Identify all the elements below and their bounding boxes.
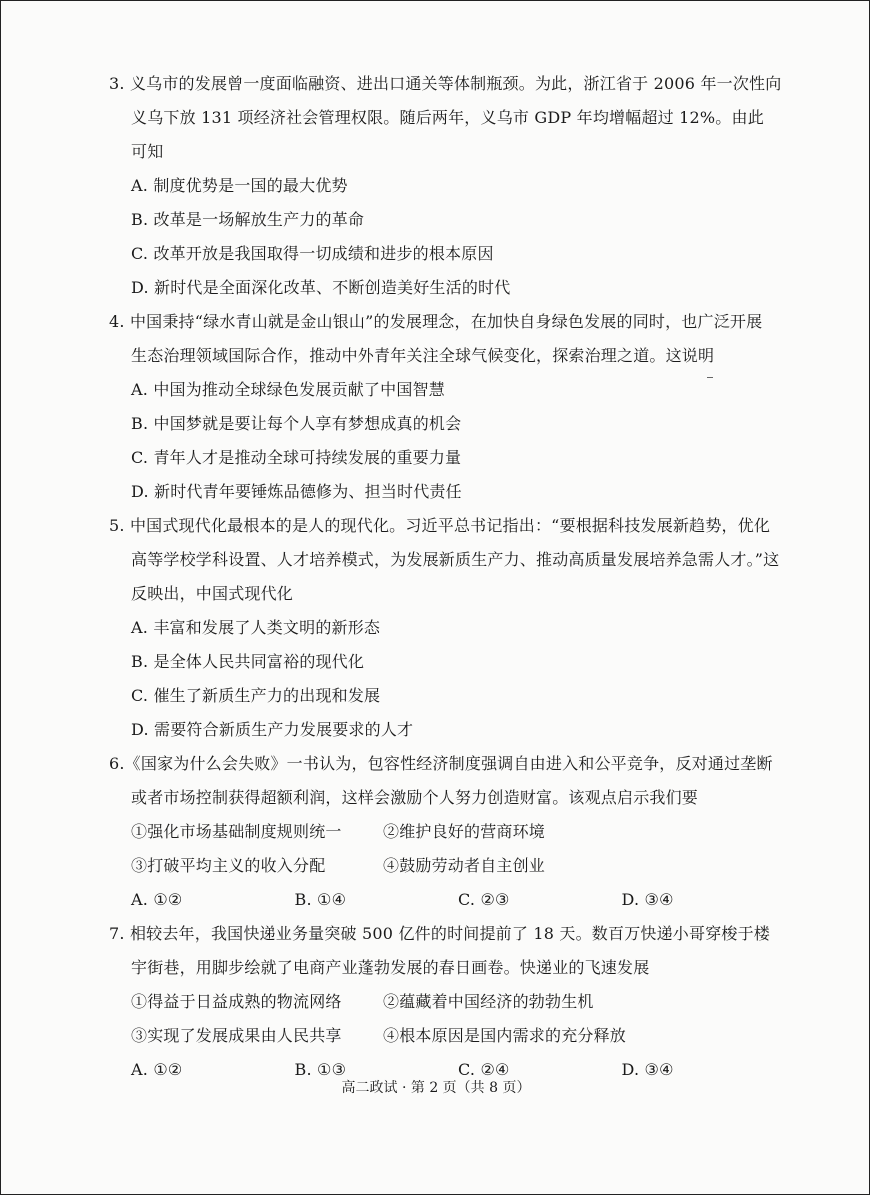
question-stem-line: 高等学校学科设置、人才培养模式，为发展新质生产力、推动高质量发展培养急需人才。”这: [131, 550, 780, 569]
choice-row: [109, 883, 785, 917]
choice-c: C. ②③: [458, 890, 510, 909]
page-footer: 高二政试 · 第 2 页（共 8 页）: [341, 1080, 531, 1096]
question-3: [109, 67, 785, 305]
statement-1: ①强化市场基础制度规则统一: [131, 822, 342, 841]
question-stem-line: 或者市场控制获得超额利润，这样会激励个人努力创造财富。该观点启示我们要: [131, 788, 699, 807]
statement-3: ③打破平均主义的收入分配: [131, 856, 326, 875]
question-stem-line: 生态治理领域国际合作，推动中外青年关注全球气候变化，探索治理之道。这说明: [131, 346, 715, 365]
choice-d: D. ③④: [621, 1060, 674, 1079]
statement-4: ④根本原因是国内需求的充分释放: [383, 1026, 627, 1045]
choice-b: B. ①③: [294, 1060, 347, 1079]
option-c: C. 改革开放是我国取得一切成绩和进步的根本原因: [131, 244, 494, 263]
question-5: [109, 509, 785, 747]
statement-row: [109, 849, 785, 883]
statement-1: ①得益于日益成熟的物流网络: [131, 992, 342, 1011]
statement-row: [109, 815, 785, 849]
option-d: D. 新时代青年要锤炼品德修为、担当时代责任: [131, 482, 462, 501]
statement-row: [109, 1019, 785, 1053]
question-6: [109, 747, 785, 917]
question-stem-line: 7. 相较去年，我国快递业务量突破 500 亿件的时间提前了 18 天。数百万快递小哥穿梭于楼: [109, 924, 770, 943]
option-b: B. 改革是一场解放生产力的革命: [131, 210, 365, 229]
option-c: C. 催生了新质生产力的出现和发展: [131, 686, 381, 705]
choice-a: A. ①②: [131, 1060, 183, 1079]
scan-mark: [707, 377, 713, 378]
option-a: A. 制度优势是一国的最大优势: [131, 176, 348, 195]
question-stem-line: 4. 中国秉持“绿水青山就是金山银山”的发展理念，在加快自身绿色发展的同时，也广泛开展: [109, 312, 763, 331]
option-d: D. 新时代是全面深化改革、不断创造美好生活的时代: [131, 278, 511, 297]
choice-d: D. ③④: [621, 890, 674, 909]
option-d: D. 需要符合新质生产力发展要求的人才: [131, 720, 414, 739]
statement-2: ②蕴藏着中国经济的勃勃生机: [383, 992, 594, 1011]
question-stem-line: 义乌下放 131 项经济社会管理权限。随后两年，义乌市 GDP 年均增幅超过 12%。由此: [131, 108, 764, 127]
question-4: [109, 305, 785, 509]
question-stem-line: 3. 义乌市的发展曾一度面临融资、进出口通关等体制瓶颈。为此，浙江省于 2006 年一次性向: [109, 74, 782, 93]
question-stem-line: 5. 中国式现代化最根本的是人的现代化。习近平总书记指出：“要根据科技发展新趋势，优化: [109, 516, 771, 535]
option-a: A. 丰富和发展了人类文明的新形态: [131, 618, 381, 637]
choice-a: A. ①②: [131, 890, 183, 909]
question-stem-line: 可知: [131, 142, 164, 161]
option-b: B. 中国梦就是要让每个人享有梦想成真的机会: [131, 414, 462, 433]
question-7: [109, 917, 785, 1087]
option-b: B. 是全体人民共同富裕的现代化: [131, 652, 365, 671]
statement-2: ②维护良好的营商环境: [383, 822, 546, 841]
choice-c: C. ②④: [458, 1060, 510, 1079]
questions-area: [109, 67, 785, 1087]
choice-b: B. ①④: [294, 890, 347, 909]
option-c: C. 青年人才是推动全球可持续发展的重要力量: [131, 448, 462, 467]
statement-3: ③实现了发展成果由人民共享: [131, 1026, 342, 1045]
question-stem-line: 宇街巷，用脚步绘就了电商产业蓬勃发展的春日画卷。快递业的飞速发展: [131, 958, 650, 977]
statement-4: ④鼓励劳动者自主创业: [383, 856, 546, 875]
statement-row: [109, 985, 785, 1019]
option-a: A. 中国为推动全球绿色发展贡献了中国智慧: [131, 380, 445, 399]
question-stem-line: 反映出，中国式现代化: [131, 584, 294, 603]
question-stem-line: 6.《国家为什么会失败》一书认为，包容性经济制度强调自由进入和公平竞争，反对通过垄断: [109, 754, 773, 773]
